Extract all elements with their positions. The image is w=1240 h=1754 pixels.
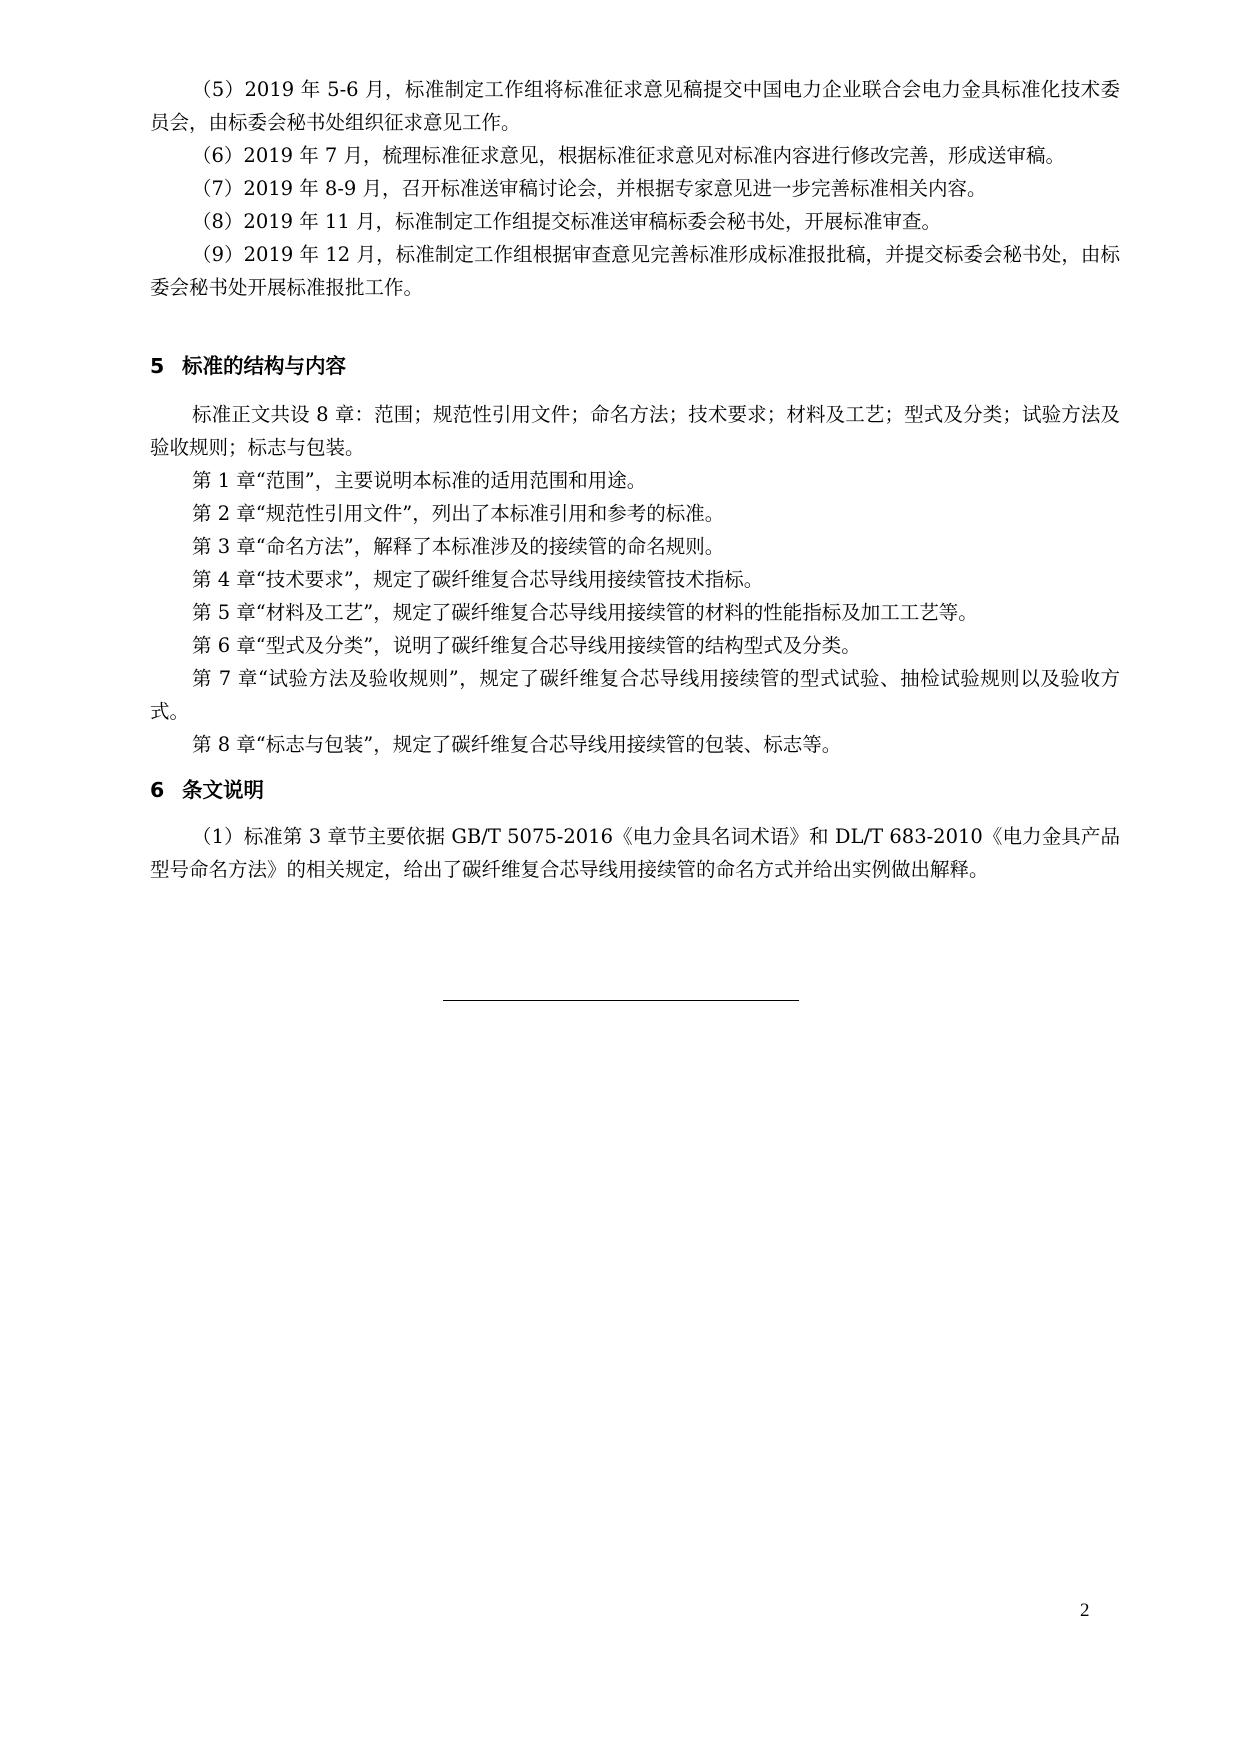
section-5-number: 5 (150, 354, 165, 378)
process-steps (150, 73, 1120, 304)
end-rule (443, 1000, 799, 1001)
paragraph-chapter-2: 第 2 章“规范性引用文件”，列出了本标准引用和参考的标准。 (192, 502, 725, 525)
paragraph-chapter-7: 第 7 章“试验方法及验收规则”，规定了碳纤维复合芯导线用接续管的型式试验、抽检试验规则以及验收方式。 (150, 667, 1120, 723)
paragraph-chapter-5: 第 5 章“材料及工艺”，规定了碳纤维复合芯导线用接续管的材料的性能指标及加工工艺等。 (192, 601, 978, 624)
section-6-heading (150, 775, 264, 805)
paragraph-chapter-8: 第 8 章“标志与包装”，规定了碳纤维复合芯导线用接续管的包装、标志等。 (192, 733, 842, 756)
paragraph-chapter-3: 第 3 章“命名方法”，解释了本标准涉及的接续管的命名规则。 (192, 535, 725, 558)
paragraph-step-8: （8）2019 年 11 月，标准制定工作组提交标准送审稿标委会秘书处，开展标准审查。 (192, 210, 941, 233)
paragraph-overview: 标准正文共设 8 章：范围；规范性引用文件；命名方法；技术要求；材料及工艺；型式及分类；试验方法及验收规则；标志与包装。 (150, 403, 1120, 459)
section-5-heading (150, 351, 346, 381)
paragraph-chapter-1: 第 1 章“范围”，主要说明本标准的适用范围和用途。 (192, 469, 647, 492)
page-number: 2 (1080, 1600, 1090, 1621)
section-6-title: 条文说明 (182, 778, 264, 802)
paragraph-clause-1: （1）标准第 3 章节主要依据 GB/T 5075-2016《电力金具名词术语》和 DL/T 683-2010《电力金具产品型号命名方法》的相关规定，给出了碳纤维复合芯导线用接续管的命名方式并给出实例做出解释。 (150, 825, 1120, 881)
paragraph-chapter-6: 第 6 章“型式及分类”，说明了碳纤维复合芯导线用接续管的结构型式及分类。 (192, 634, 861, 657)
paragraph-step-5: （5）2019 年 5-6 月，标准制定工作组将标准征求意见稿提交中国电力企业联合会电力金具标准化技术委员会，由标委会秘书处组织征求意见工作。 (150, 78, 1120, 134)
section-5-body (150, 398, 1120, 761)
paragraph-step-6: （6）2019 年 7 月，梳理标准征求意见，根据标准征求意见对标准内容进行修改完善，形成送审稿。 (192, 144, 1066, 167)
paragraph-step-7: （7）2019 年 8-9 月，召开标准送审稿讨论会，并根据专家意见进一步完善标准相关内容。 (192, 177, 987, 200)
section-6-body (150, 820, 1120, 886)
section-6-number: 6 (150, 778, 165, 802)
paragraph-chapter-4: 第 4 章“技术要求”，规定了碳纤维复合芯导线用接续管技术指标。 (192, 568, 764, 591)
section-5-title: 标准的结构与内容 (182, 354, 346, 378)
paragraph-step-9: （9）2019 年 12 月，标准制定工作组根据审查意见完善标准形成标准报批稿，并提交标委会秘书处，由标委会秘书处开展标准报批工作。 (150, 243, 1120, 299)
